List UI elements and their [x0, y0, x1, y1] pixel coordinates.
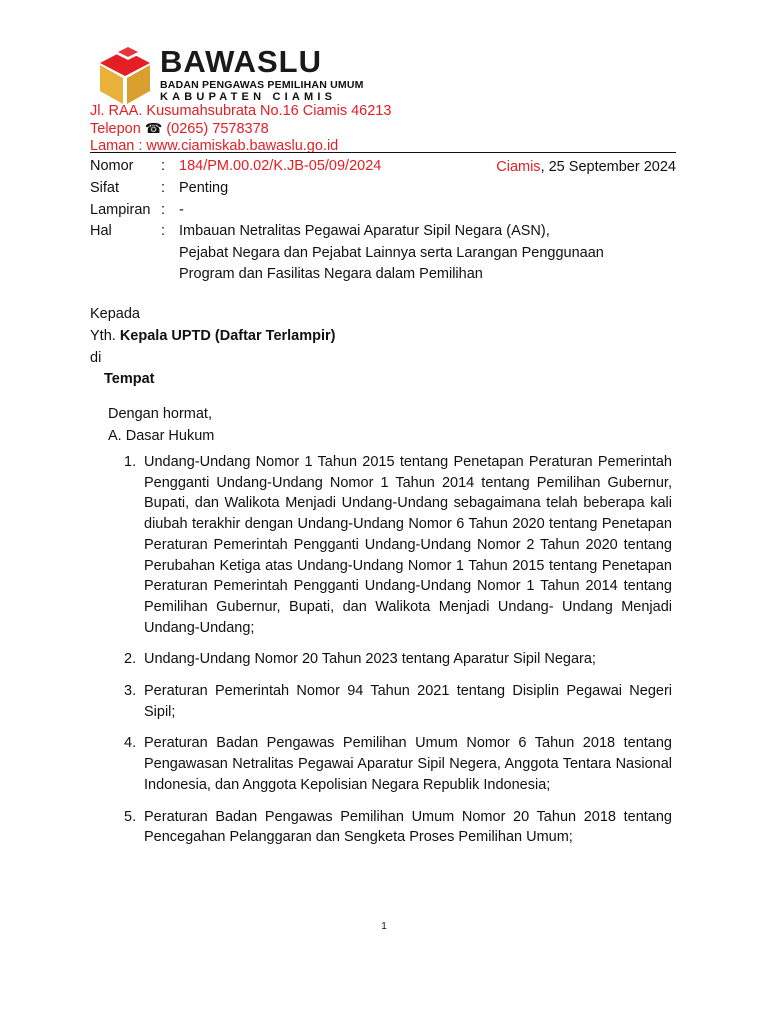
addressee-yth: Yth.: [90, 328, 116, 344]
addressee-recipient: Kepala UPTD (Daftar Terlampir): [119, 328, 336, 344]
address-line: Jl. RAA. Kusumahsubrata No.16 Ciamis 46213: [90, 103, 392, 119]
brand-subtitle: BADAN PENGAWAS PEMILIHAN UMUM: [160, 79, 364, 91]
list-item-number: 2.: [124, 651, 137, 668]
list-item-number: 1.: [124, 454, 137, 470]
list-item-text: Undang-Undang Nomor 20 Tahun 2023 tentang Aparatur Sipil Negara;: [144, 651, 596, 668]
sifat-colon: :: [161, 180, 166, 196]
letter-place: Ciamis: [496, 159, 541, 175]
phone-number: (0265) 7578378: [166, 121, 269, 137]
website-line[interactable]: Laman : www.ciamiskab.bawaslu.go.id: [90, 138, 339, 154]
greeting: Dengan hormat,: [108, 406, 212, 422]
list-item-number: 5.: [124, 808, 137, 825]
letter-date: [496, 159, 676, 175]
phone-label: Telepon: [90, 121, 141, 137]
lampiran-colon: :: [161, 202, 166, 218]
hal-colon: :: [161, 223, 166, 239]
list-item: [116, 807, 672, 848]
list-item-number: 4.: [124, 735, 137, 752]
list-item-text: Peraturan Badan Pengawas Pemilihan Umum Nomor 6 Tahun 2018 tentang Pengawasan Netralitas Pegawai Aparatur Sipil Negera, Anggota Tentara Nasional Indonesia, dan Anggota Kepolisian Negara Republik Indonesia;: [144, 735, 672, 793]
list-item-number: 3.: [124, 683, 137, 700]
list-item-text: Peraturan Pemerintah Nomor 94 Tahun 2021 tentang Disiplin Pegawai Negeri Sipil;: [144, 683, 672, 720]
legal-basis-list: [116, 452, 672, 859]
hal-line-1: Imbauan Netralitas Pegawai Aparatur Sipil Negara (ASN),: [179, 223, 550, 239]
bawaslu-logo: [94, 44, 156, 106]
sifat-label: Sifat: [90, 180, 120, 196]
list-item: [116, 733, 672, 795]
letterhead-brand: [160, 46, 390, 104]
hal-label: Hal: [90, 223, 112, 239]
phone-icon: ☎: [144, 120, 163, 136]
list-item: [116, 649, 672, 670]
letterhead-divider: [90, 152, 676, 153]
brand-region: KABUPATEN CIAMIS: [160, 91, 337, 103]
section-heading-dasar-hukum: A. Dasar Hukum: [108, 428, 215, 444]
nomor-label: Nomor: [90, 158, 134, 174]
hal-line-3: Program dan Fasilitas Negara dalam Pemilihan: [179, 266, 483, 282]
list-item: [116, 452, 672, 638]
phone-line: [90, 120, 391, 138]
meta-row-nomor: [90, 158, 680, 178]
list-item-text: Undang-Undang Nomor 1 Tahun 2015 tentang Penetapan Peraturan Pemerintah Pengganti Undang-Undang Nomor 1 Tahun 2014 tentang Pemilihan Gubernur, Bupati, dan Walikota Menjadi Undang-Undang sebagaimana telah beberapa kali diubah terakhir dengan Undang-Undang Nomor 6 Tahun 2020 tentang Penetapan Peraturan Pemerintah Pengganti Undang-Undang Nomor 2 Tahun 2020 tentang Perubahan Ketiga atas Undang-Undang Nomor 1 Tahun 2015 tentang Penetapan Peraturan Pemerintah Pengganti Undang-Undang Nomor 1 Tahun 2014 tentang Pemilihan Gubernur, Bupati, dan Walikota Menjadi Undang- Undang Menjadi Undang-Undang;: [144, 454, 672, 636]
list-item: [116, 681, 672, 722]
letterhead-contact: [90, 103, 391, 155]
hal-line-2: Pejabat Negara dan Pejabat Lainnya serta Larangan Penggunaan: [179, 245, 604, 261]
lampiran-label: Lampiran: [90, 202, 151, 218]
addressee-kepada: Kepada: [90, 306, 140, 322]
addressee-tempat: Tempat: [104, 371, 155, 387]
letter-date-text: , 25 September 2024: [540, 159, 676, 175]
addressee-di: di: [90, 350, 102, 366]
brand-name: BAWASLU: [160, 44, 322, 79]
sifat-value: Penting: [179, 180, 229, 196]
lampiran-value: -: [179, 202, 184, 218]
nomor-colon: :: [161, 158, 166, 174]
nomor-value: 184/PM.00.02/K.JB-05/09/2024: [179, 158, 382, 174]
list-item-text: Peraturan Badan Pengawas Pemilihan Umum Nomor 20 Tahun 2018 tentang Pencegahan Pelanggaran dan Sengketa Proses Pemilihan Umum;: [144, 808, 672, 846]
page-number: 1: [381, 921, 387, 932]
addressee-line: [90, 328, 336, 344]
